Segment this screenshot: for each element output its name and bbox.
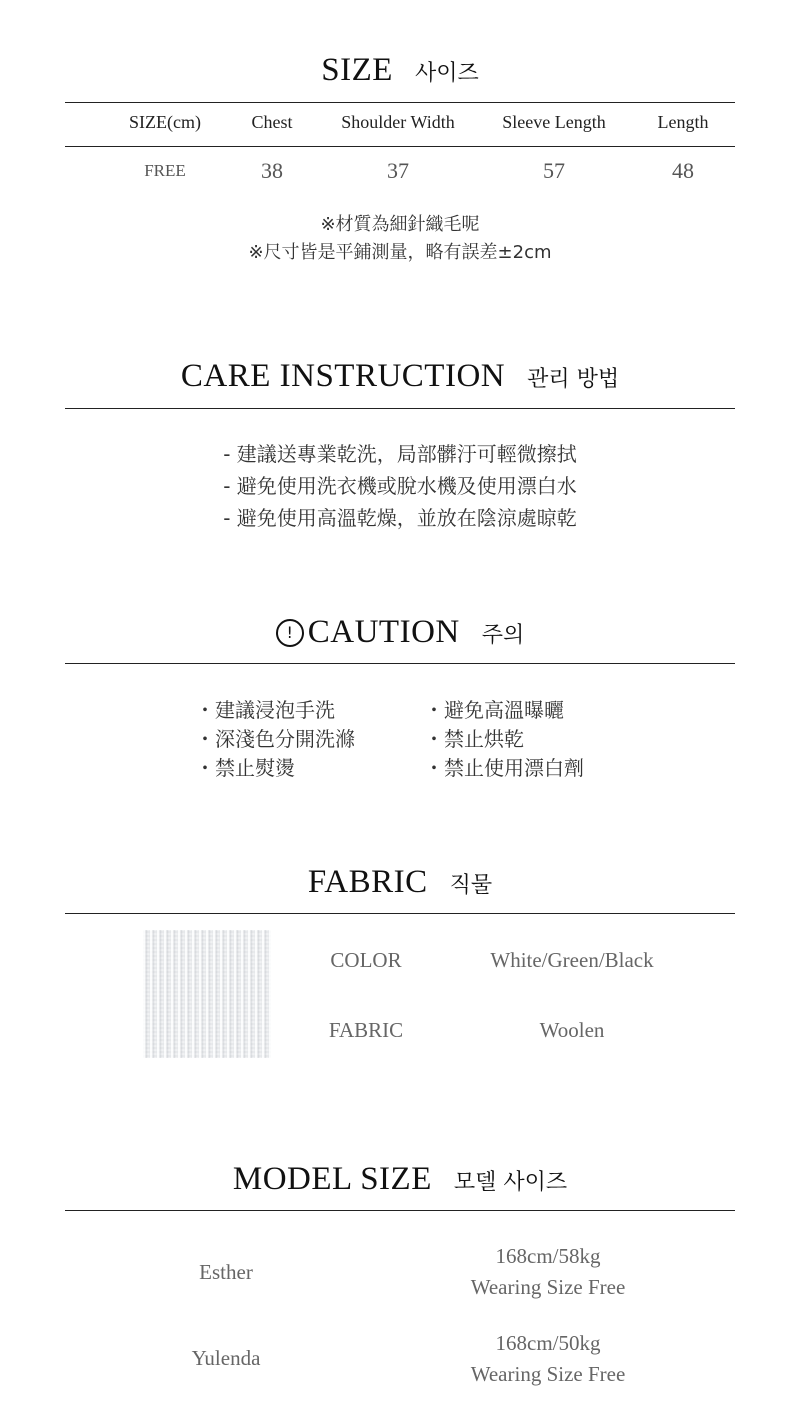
size-value-size: FREE (144, 161, 186, 180)
size-note-material: ※材質為細針織毛呢 (320, 214, 480, 235)
model-measure: 168cm/58kg (495, 1244, 601, 1268)
fabric-color-value: White/Green/Black (490, 948, 654, 972)
model-name: Yulenda (191, 1346, 261, 1370)
care-section-title (0, 358, 800, 395)
caution-title-en: CAUTION (307, 614, 460, 650)
care-item: - 建議送專業乾洗，局部髒汙可輕微擦拭 (223, 442, 577, 466)
fabric-title-en: FABRIC (307, 864, 428, 900)
care-title-en: CARE INSTRUCTION (180, 358, 506, 394)
size-title-en: SIZE (321, 52, 393, 88)
fabric-title-ko: 직물 (449, 873, 493, 898)
size-value-shoulder: 37 (387, 158, 409, 183)
size-header-shoulder: Shoulder Width (341, 112, 455, 132)
fabric-rule (65, 913, 735, 914)
care-item: - 避免使用高溫乾燥，並放在陰涼處晾乾 (223, 506, 577, 530)
care-rule (65, 408, 735, 409)
model-wearing: Wearing Size Free (470, 1362, 626, 1386)
size-header-size: SIZE(cm) (129, 112, 201, 132)
size-section-title (0, 52, 800, 89)
model-rule (65, 1210, 735, 1211)
model-wearing: Wearing Size Free (470, 1275, 626, 1299)
size-header-length: Length (657, 112, 709, 132)
care-title-ko: 관리 방법 (527, 367, 620, 392)
caution-rule (65, 663, 735, 664)
model-measure: 168cm/50kg (495, 1331, 601, 1355)
caution-section-title (0, 614, 800, 651)
fabric-section-title (0, 864, 800, 901)
model-title-en: MODEL SIZE (232, 1161, 432, 1197)
fabric-material-value: Woolen (539, 1018, 605, 1042)
fabric-swatch-image (143, 930, 271, 1058)
size-header-sleeve: Sleeve Length (502, 112, 606, 132)
caution-item: ・禁止使用漂白劑 (424, 756, 584, 780)
size-header-rule (65, 146, 735, 147)
size-top-rule (65, 102, 735, 103)
size-value-length: 48 (672, 158, 694, 183)
model-title-ko: 모델 사이즈 (453, 1170, 568, 1195)
model-name: Esther (199, 1260, 253, 1284)
size-header-chest: Chest (251, 112, 293, 132)
caution-item: ・建議浸泡手洗 (195, 698, 335, 722)
size-value-chest: 38 (261, 158, 283, 183)
caution-item: ・禁止熨燙 (195, 756, 295, 780)
fabric-material-label: FABRIC (328, 1018, 404, 1042)
alert-icon: ! (276, 619, 304, 647)
size-title-ko: 사이즈 (414, 61, 479, 86)
care-item: - 避免使用洗衣機或脫水機及使用漂白水 (223, 474, 577, 498)
caution-item: ・禁止烘乾 (424, 727, 524, 751)
size-note-measure: ※尺寸皆是平鋪測量，略有誤差±2cm (248, 242, 552, 263)
fabric-color-label: COLOR (330, 948, 402, 972)
caution-title-ko: 주의 (481, 623, 525, 648)
model-section-title (0, 1161, 800, 1198)
caution-item: ・深淺色分開洗滌 (195, 727, 355, 751)
caution-item: ・避免高溫曝曬 (424, 698, 564, 722)
size-value-sleeve: 57 (543, 158, 565, 183)
